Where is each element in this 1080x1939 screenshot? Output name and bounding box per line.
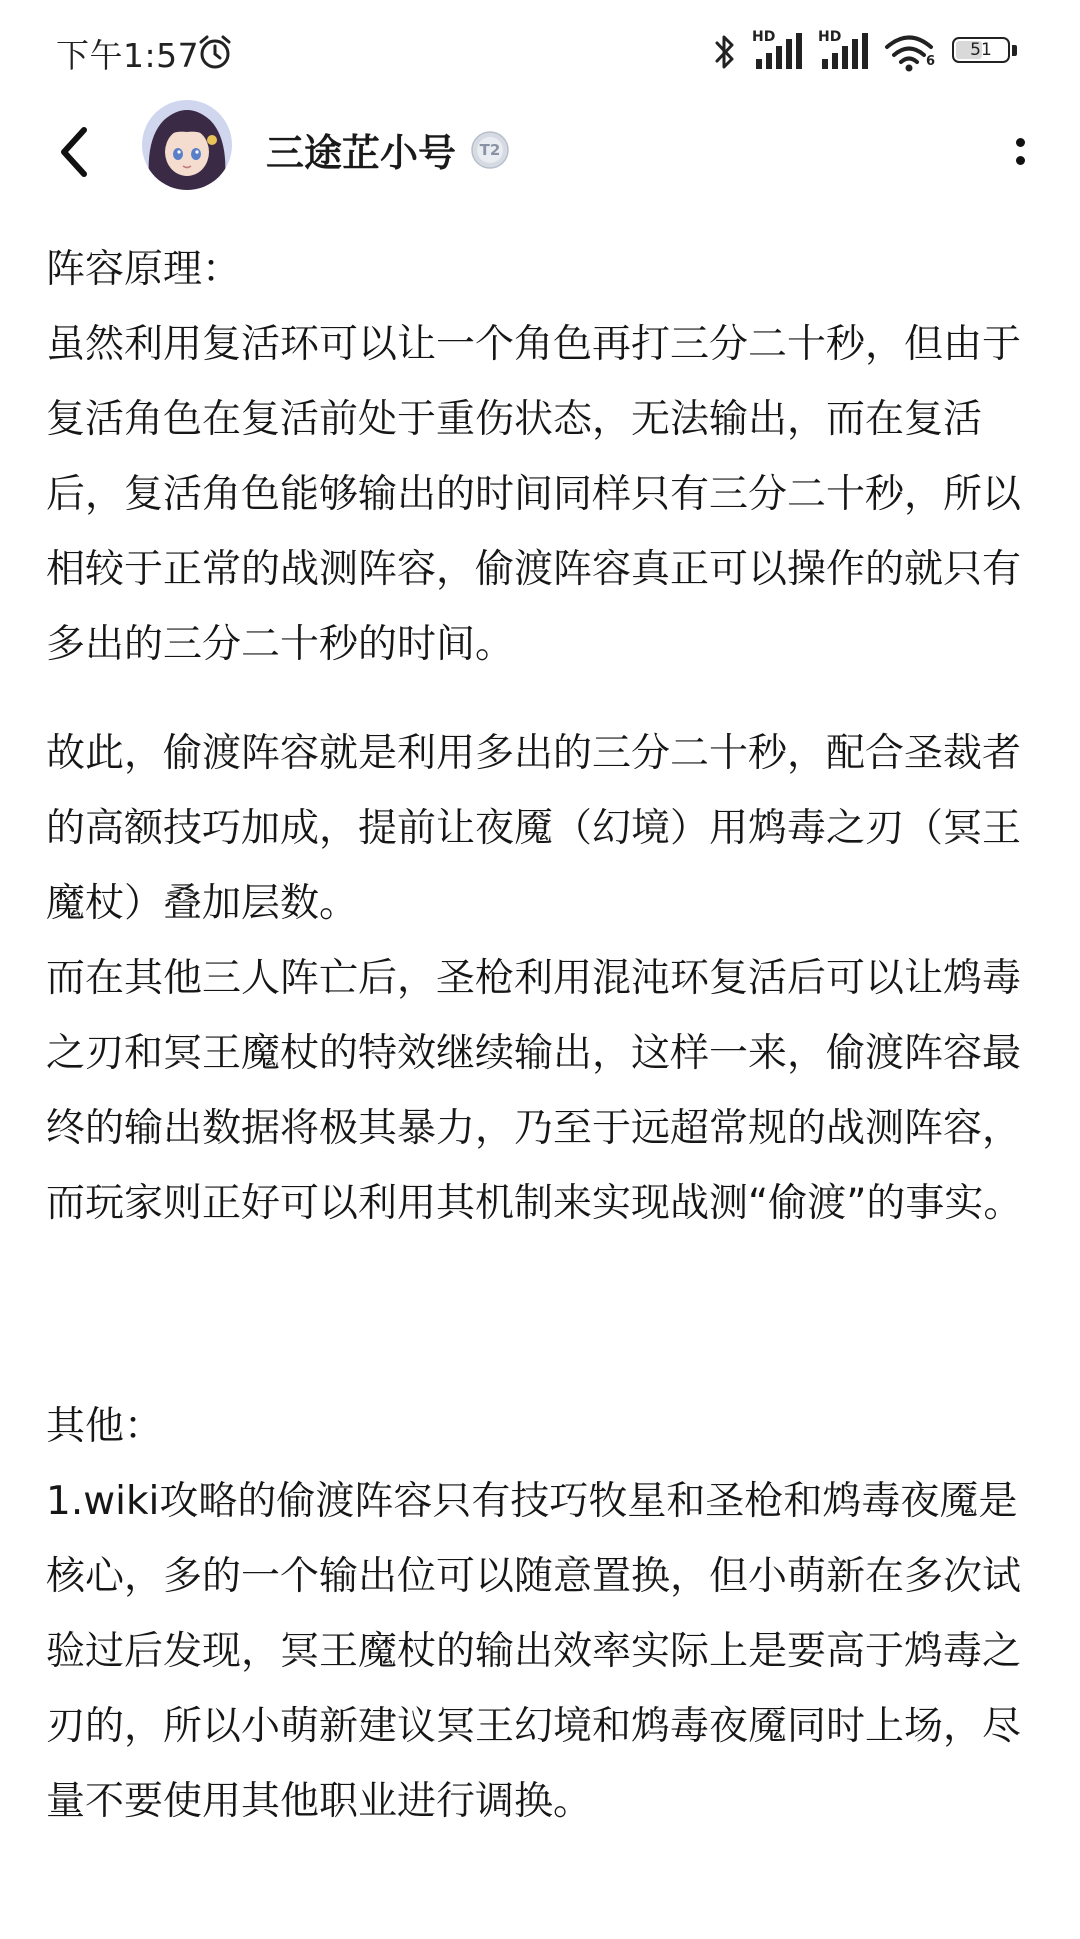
paragraph: 而在其他三人阵亡后，圣枪利用混沌环复活后可以让鸩毒之刃和冥王魔杖的特效继续输出，这样一来，偷渡阵容最终的输出数据将极其暴力，乃至于远超常规的战测阵容，而玩家则正好可以利用其机制来实现战测“偷渡”的事实。 [46, 956, 1023, 1226]
user-name[interactable]: 三途芷小号 [266, 131, 457, 175]
chevron-left-icon [56, 126, 92, 178]
alarm-icon [196, 33, 234, 71]
signal-icon [752, 29, 804, 71]
paragraph: 虽然利用复活环可以让一个角色再打三分二十秒，但由于复活角色在复活前处于重伤状态，无法输出，而在复活后，复活角色能够输出的时间同样只有三分二十秒，所以相较于正常的战测阵容，偷渡阵容真正可以操作的就只有多出的三分二十秒的时间。 [46, 322, 1022, 667]
battery-level: 51 [970, 40, 992, 60]
bluetooth-icon [712, 32, 738, 72]
hd-label: HD [818, 29, 842, 45]
post-header [0, 100, 1080, 230]
more-vertical-icon [1016, 156, 1025, 165]
hd-label: HD [752, 29, 776, 45]
signal-icon [818, 29, 870, 71]
avatar[interactable] [142, 100, 232, 190]
section-title: 阵容原理： [46, 247, 242, 292]
section-title: 其他： [46, 1404, 164, 1449]
paragraph: 故此，偷渡阵容就是利用多出的三分二十秒，配合圣裁者的高额技巧加成，提前让夜魇（幻境）用鸩毒之刃（冥王魔杖）叠加层数。 [46, 731, 1022, 926]
back-button[interactable] [44, 122, 104, 182]
more-button[interactable] [1000, 126, 1040, 176]
wifi-icon [884, 32, 938, 72]
paragraph: 1.wiki攻略的偷渡阵容只有技巧牧星和圣枪和鸩毒夜魇是核心，多的一个输出位可以随意置换，但小萌新在多次试验过后发现，冥王魔杖的输出效率实际上是要高于鸩毒之刃的，所以小萌新建议冥王幻境和鸩毒夜魇同时上场，尽量不要使用其他职业进行调换。 [46, 1479, 1022, 1824]
level-badge [470, 130, 510, 170]
avatar-image [142, 100, 232, 190]
wifi-band-label: 6 [926, 54, 936, 69]
more-vertical-icon [1016, 138, 1025, 147]
badge-text: T2 [479, 141, 501, 159]
status-icons [712, 30, 1018, 74]
battery-icon [952, 37, 1018, 67]
status-bar [0, 0, 1080, 100]
post-content [46, 232, 1036, 1839]
status-time: 下午1:57 [56, 36, 200, 75]
